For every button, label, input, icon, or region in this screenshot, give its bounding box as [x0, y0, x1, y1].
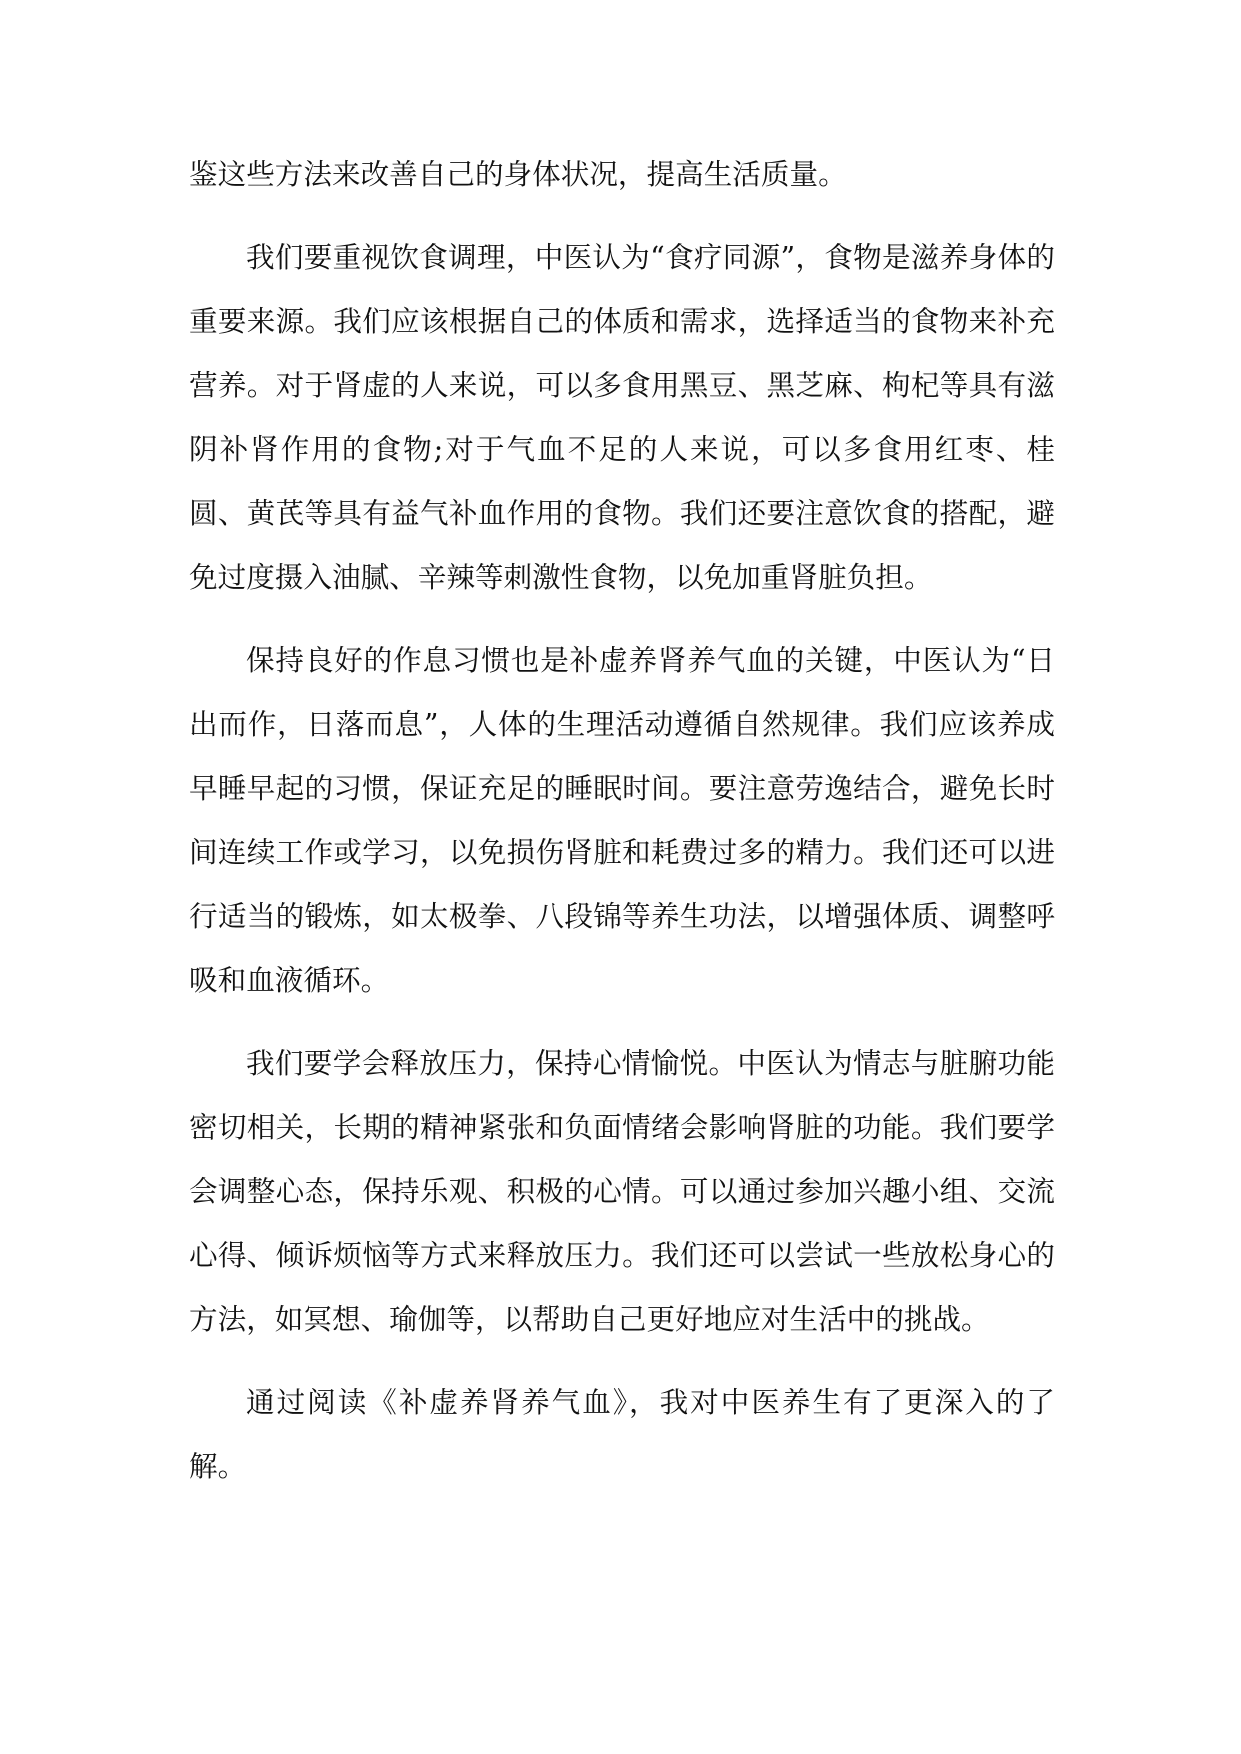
paragraph-routine: 保持良好的作息习惯也是补虚养肾养气血的关键，中医认为“日出而作，日落而息”，人体的生理活动遵循自然规律。我们应该养成早睡早起的习惯，保证充足的睡眠时间。要注意劳逸结合，避免长时间连续工作或学习，以免损伤肾脏和耗费过多的精力。我们还可以进行适当的锻炼，如太极拳、八段锦等养生功法，以增强体质、调整呼吸和血液循环。 — [189, 643, 1055, 997]
paragraph-diet: 我们要重视饮食调理，中医认为“食疗同源”，食物是滋养身体的重要来源。我们应该根据自己的体质和需求，选择适当的食物来补充营养。对于肾虚的人来说，可以多食用黑豆、黑芝麻、枸杞等具有滋阴补肾作用的食物;对于气血不足的人来说，可以多食用红枣、桂圆、黄芪等具有益气补血作用的食物。我们还要注意饮食的搭配，避免过度摄入油腻、辛辣等刺激性食物，以免加重肾脏负担。 — [189, 240, 1055, 594]
paragraph-stress: 我们要学会释放压力，保持心情愉悦。中医认为情志与脏腑功能密切相关，长期的精神紧张和负面情绪会影响肾脏的功能。我们要学会调整心态，保持乐观、积极的心情。可以通过参加兴趣小组、交流心得、倾诉烦恼等方式来释放压力。我们还可以尝试一些放松身心的方法，如冥想、瑜伽等，以帮助自己更好地应对生活中的挑战。 — [189, 1046, 1055, 1336]
paragraph-conclusion: 通过阅读《补虚养肾养气血》，我对中医养生有了更深入的了解。 — [189, 1385, 1055, 1483]
paragraph-continuation: 鉴这些方法来改善自己的身体状况，提高生活质量。 — [189, 157, 847, 191]
document-body — [189, 142, 1055, 1517]
